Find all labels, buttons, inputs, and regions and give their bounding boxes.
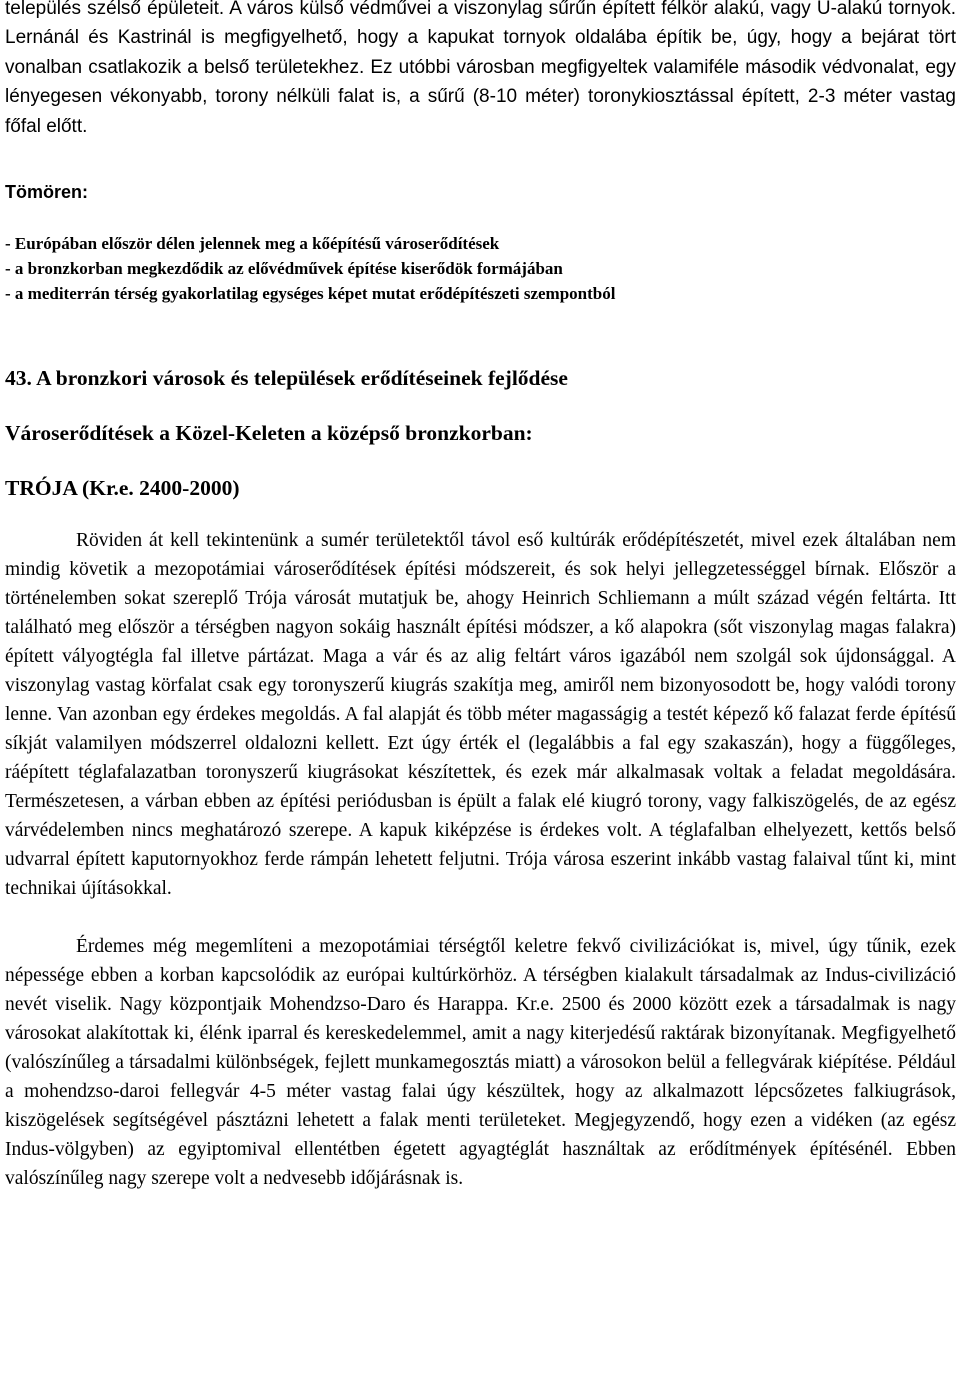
- section-heading: 43. A bronzkori városok és települések erődítéseinek fejlődése: [5, 366, 568, 391]
- summary-item: - a mediterrán térség gyakorlatilag egységes képet mutat erődépítészeti szempontból: [5, 284, 616, 304]
- intro-paragraph: település szélső épületeit. A város külső védművei a viszonylag sűrűn épített félkör alakú, vagy U-alakú tornyok. Lernánál és Kastrinál is megfigyelhető, hogy a kapukat tornyok oldalába építik be, úgy, hogy a bejárat tört vonalban csatlakozik a belső területekhez. Ez utóbbi városban megfigyeltek valamiféle második védvonalat, egy lényegesen vékonyabb, torony nélküli falat is, a sűrű (8-10 méter) toronykiosztással épített, 2-3 méter vastag főfal előtt.: [5, 0, 956, 137]
- summary-item: - a bronzkorban megkezdődik az elővédművek építése kiserődök formájában: [5, 259, 563, 279]
- body-paragraph: Érdemes még megemlíteni a mezopotámiai térségtől keletre fekvő civilizációkat is, mivel, úgy tűnik, ezek népessége ebben a korban kapcsolódik az európai kultúrkörhöz. A térségben kialakult társadalmak az Indus-civilizáció nevét viselik. Nagy központjaik Mohendzso-Daro és Harappa. Kr.e. 2500 és 2000 között ezek a társadalmak is nagy városokat alakítottak ki, élénk iparral és kereskedelemmel, amit a nagy kiterjedésű raktárak bizonyítanak. Megfigyelhető (valószínűleg a társadalmi különbségek, fejlett munkamegosztás miatt) a városokon belül a fellegvárak kiépítése. Például a mohendzso-daroi fellegvár 4-5 méter vastag falai úgy készültek, hogy az alkalmazott lépcsőzetes falkiugrások, kiszögelések segítségével pásztázni lehetett a falak menti területeket. Megjegyzendő, hogy ezen a vidéken (az egész Indus-völgyben) az egyiptomival ellentétben égetett agyagtéglát használtak az erődítmények építésénél. Ebben valószínűleg nagy szerepe volt a nedvesebb időjárásnak is.: [5, 936, 956, 1190]
- summary-list: [5, 231, 956, 306]
- document-page: [5, 0, 956, 1193]
- summary-item: - Európában először délen jelennek meg a kőépítésű városerődítések: [5, 234, 500, 254]
- summary-title: Tömören:: [5, 182, 88, 203]
- troy-heading: TRÓJA (Kr.e. 2400-2000): [5, 476, 240, 501]
- subsection-heading: Városerődítések a Közel-Keleten a középső bronzkorban:: [5, 421, 533, 446]
- body-paragraph: Röviden át kell tekintenünk a sumér területektől távol eső kultúrák erődépítészetét, mivel ezek általában nem mindig követik a mezopotámiai városerődítések építési módszereit, és sok helyi jellegzetességgel bírnak. Először a történelemben sokat szereplő Trója városát mutatjuk be, ahogy Heinrich Schliemann a múlt század végén feltárta. Itt található meg először a térségben nagyon sokáig használt építési módszer, a kő alapokra (sőt viszonylag magas falakra) épített vályogtégla fal illetve pártázat. Maga a vár és az alig feltárt város igazából nem szolgál sok újdonsággal. A viszonylag vastag körfalat csak egy toronyszerű kiugrás szakítja meg, amiről nem bizonyosodott be, hogy valódi torony lenne. Van azonban egy érdekes megoldás. A fal alapját és több méter magasságig a testét képező kő falazat ferde építésű síkját valamilyen módszerrel oldalozni kellett. Ezt úgy érték el (legalábbis a fal egy szakaszán), hogy a függőleges, ráépített téglafalazatban toronyszerű kiugrásokat készítettek, és ezek már alkalmasak voltak a feladat megoldására. Természetesen, a várban ebben az építési periódusban is épült a falak elé kiugró torony, vagy falkiszögelés, de az egész várvédelemben nincs meghatározó szerepe. A kapuk kiképzése is érdekes volt. A téglafalban elhelyezett, kettős belső udvarral épített kaputornyokhoz ferde rámpán lehetett feljutni. Trója városa eszerint inkább vastag falaival tűnt ki, mint technikai újításokkal.: [5, 530, 956, 900]
